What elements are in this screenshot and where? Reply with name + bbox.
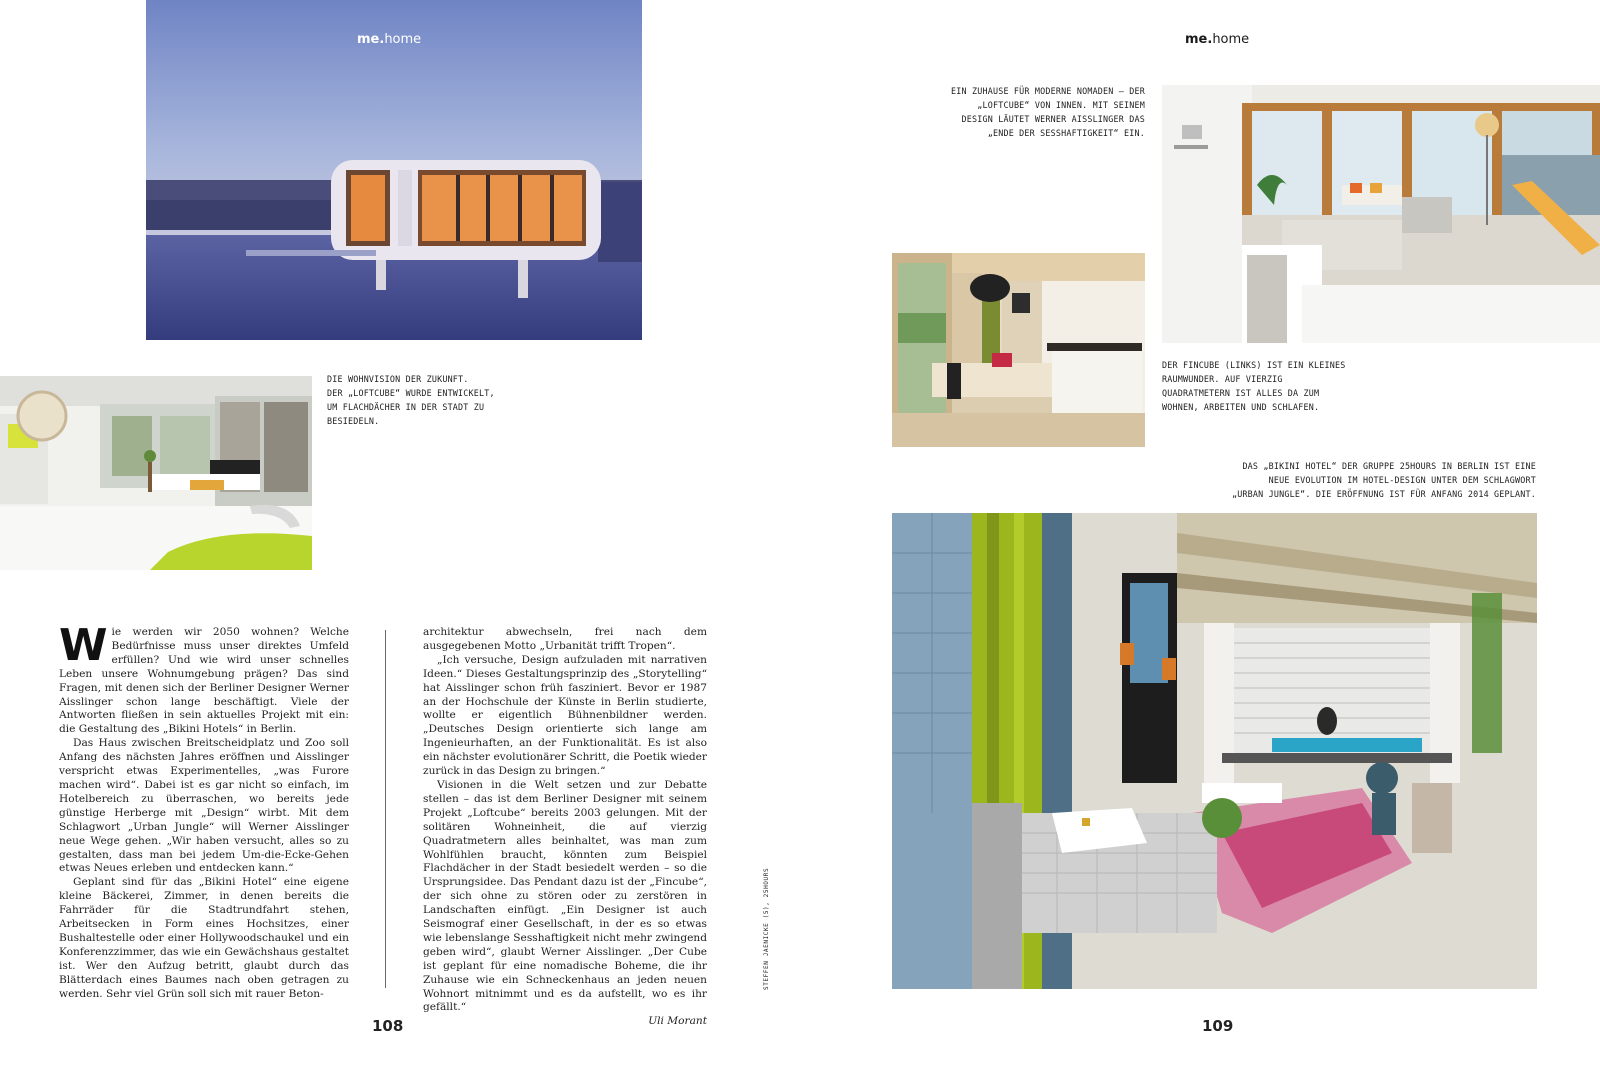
article-column-1 <box>59 620 349 1001</box>
article-paragraph: Geplant sind für das „Bikini Hotel“ eine eigene kleine Bäckerei, Zimmer, in denen bereits die Fahrräder für die Stadtrundfahrt stehen, Arbeitsecken in Form eines Hochsitzes, einer Bushaltestelle oder einer Hollywoodschaukel und ein Konferenzzimmer, das wie ein Gewächshaus gestaltet ist. Wer den Aufzug betritt, glaubt durch das Blätterdach eines Baumes nach oben getragen zu werden. Sehr viel Grün soll sich mit rauer Beton- <box>59 876 349 1000</box>
article-paragraph: „Ich versuche, Design aufzuladen mit narrativen Ideen.“ Dieses Gestaltungsprinzip des „Storytelling“ hat Aisslinger schon früh fasziniert. Bevor er 1987 an der Hochschule der Künste in Berlin studierte, wollte er eigentlich Bühnenbildner werden. „Deutsches Design orientierte sich lange am Ingenieurhaften, an der Funktionalität. Es ist also ein nächster evolutionärer Schritt, die Poetik wieder zurück in das Design zu bringen.“ <box>423 653 707 778</box>
caption-loftcube-vision: DIE WOHNVISION DER ZUKUNFT. DER „LOFTCUBE“ WURDE ENTWICKELT, UM FLACHDÄCHER IN DER STADT ZU BESIEDELN. <box>327 374 495 426</box>
fincube-interior-photo <box>892 253 1145 447</box>
loftcube-rooftop-photo <box>146 0 642 340</box>
column-divider <box>385 630 386 988</box>
section-brand: me. <box>1185 32 1213 47</box>
caption-loftcube-nomads: EIN ZUHAUSE FÜR MODERNE NOMADEN – DER „LOFTCUBE“ VON INNEN. MIT SEINEM DESIGN LÄUTET WERNER AISSLINGER DAS „ENDE DER SESSHAFTIGKEIT“ EIN. <box>951 86 1145 138</box>
photo-credit: STEFFEN JAENICKE (5), 25HOURS <box>763 867 770 990</box>
article-paragraph: Das Haus zwischen Breitscheidplatz und Zoo soll Anfang des nächsten Jahres eröffnen und Aisslinger verspricht etwas Experimentelles, „was Furore machen wird“. Dabei ist es gar nicht so einfach, im Hotelbereich zu überraschen, wo bereits jede günstige Herberge mit „Design“ wirbt. Mit dem Schlagwort „Urban Jungle“ will Werner Aisslinger neue Wege gehen. „Wir haben versucht, alles so zu gestalten, dass man bei jedem Um-die-Ecke-Gehen etwas Neues erleben und entdecken kann.“ <box>59 737 349 875</box>
loftcube-bright-interior-photo <box>1162 85 1600 343</box>
article-paragraph: ie werden wir 2050 wohnen? Welche Bedürfnisse muss unser direktes Umfeld erfüllen? Und wie wird unser schnelles Leben unsere Wohnumgebung prägen? Das sind Fragen, mit denen sich der Berliner Designer Werner Aisslinger schon lange beschäftigt. Viele der Antworten fließen in sein aktuelles Projekt mit ein: die Gestaltung des „Bikini Hotels“ in Berlin. <box>59 626 349 736</box>
caption-fincube: DER FINCUBE (LINKS) IST EIN KLEINES RAUMWUNDER. AUF VIERZIG QUADRATMETERN IST ALLES DA ZUM WOHNEN, ARBEITEN UND SCHLAFEN. <box>1162 360 1346 412</box>
section-label: home <box>384 32 422 47</box>
article-column-2 <box>423 626 707 1029</box>
section-label: home <box>1212 32 1250 47</box>
page-number-left: 108 <box>372 1017 404 1035</box>
article-paragraph: Visionen in die Welt setzen und zur Debatte stellen – das ist dem Berliner Designer mit seinem Projekt „Loftcube“ bereits 2003 gelungen. Mit der solitären Wohneinheit, die auf vierzig Quadratmetern alles beinhaltet, was man zum Wohlfühlen braucht, könnten zum Beispiel Flachdächer in der Stadt besiedelt werden – so die Ursprungsidee. Das Pendant dazu ist der „Fincube“, der sich ohne zu stören oder zu zerstören in Landschaften einfügt. „Ein Designer ist auch Seismograf einer Gesellschaft, in der es so etwas wie lebenslange Sesshaftigkeit nicht mehr zwingend geben wird“, glaubt Werner Aisslinger. „Der Cube ist geplant für eine nomadische Boheme, die ihr Zuhause wie ein Schneckenhaus an jeden neuen Wohnort mitnimmt und es da aufstellt, wo es ihr gefällt.“ <box>423 778 707 1014</box>
section-tag-left <box>357 32 421 47</box>
section-tag-right <box>1185 32 1249 47</box>
dropcap-letter: W <box>59 620 108 671</box>
loftcube-interior-photo <box>0 376 312 570</box>
bikini-hotel-room-photo <box>892 513 1537 989</box>
section-brand: me. <box>357 32 385 47</box>
caption-bikini-hotel: DAS „BIKINI HOTEL“ DER GRUPPE 25HOURS IN BERLIN IST EINE NEUE EVOLUTION IM HOTEL-DESIGN UNTER DEM SCHLAGWORT „URBAN JUNGLE“. DIE ERÖFFNUNG IST FÜR ANFANG 2014 GEPLANT. <box>1231 461 1536 499</box>
article-author: Uli Morant <box>648 1015 707 1028</box>
page-number-right: 109 <box>1202 1017 1234 1035</box>
article-paragraph: architektur abwechseln, frei nach dem ausgegebenen Motto „Urbanität trifft Tropen“. <box>423 626 707 652</box>
